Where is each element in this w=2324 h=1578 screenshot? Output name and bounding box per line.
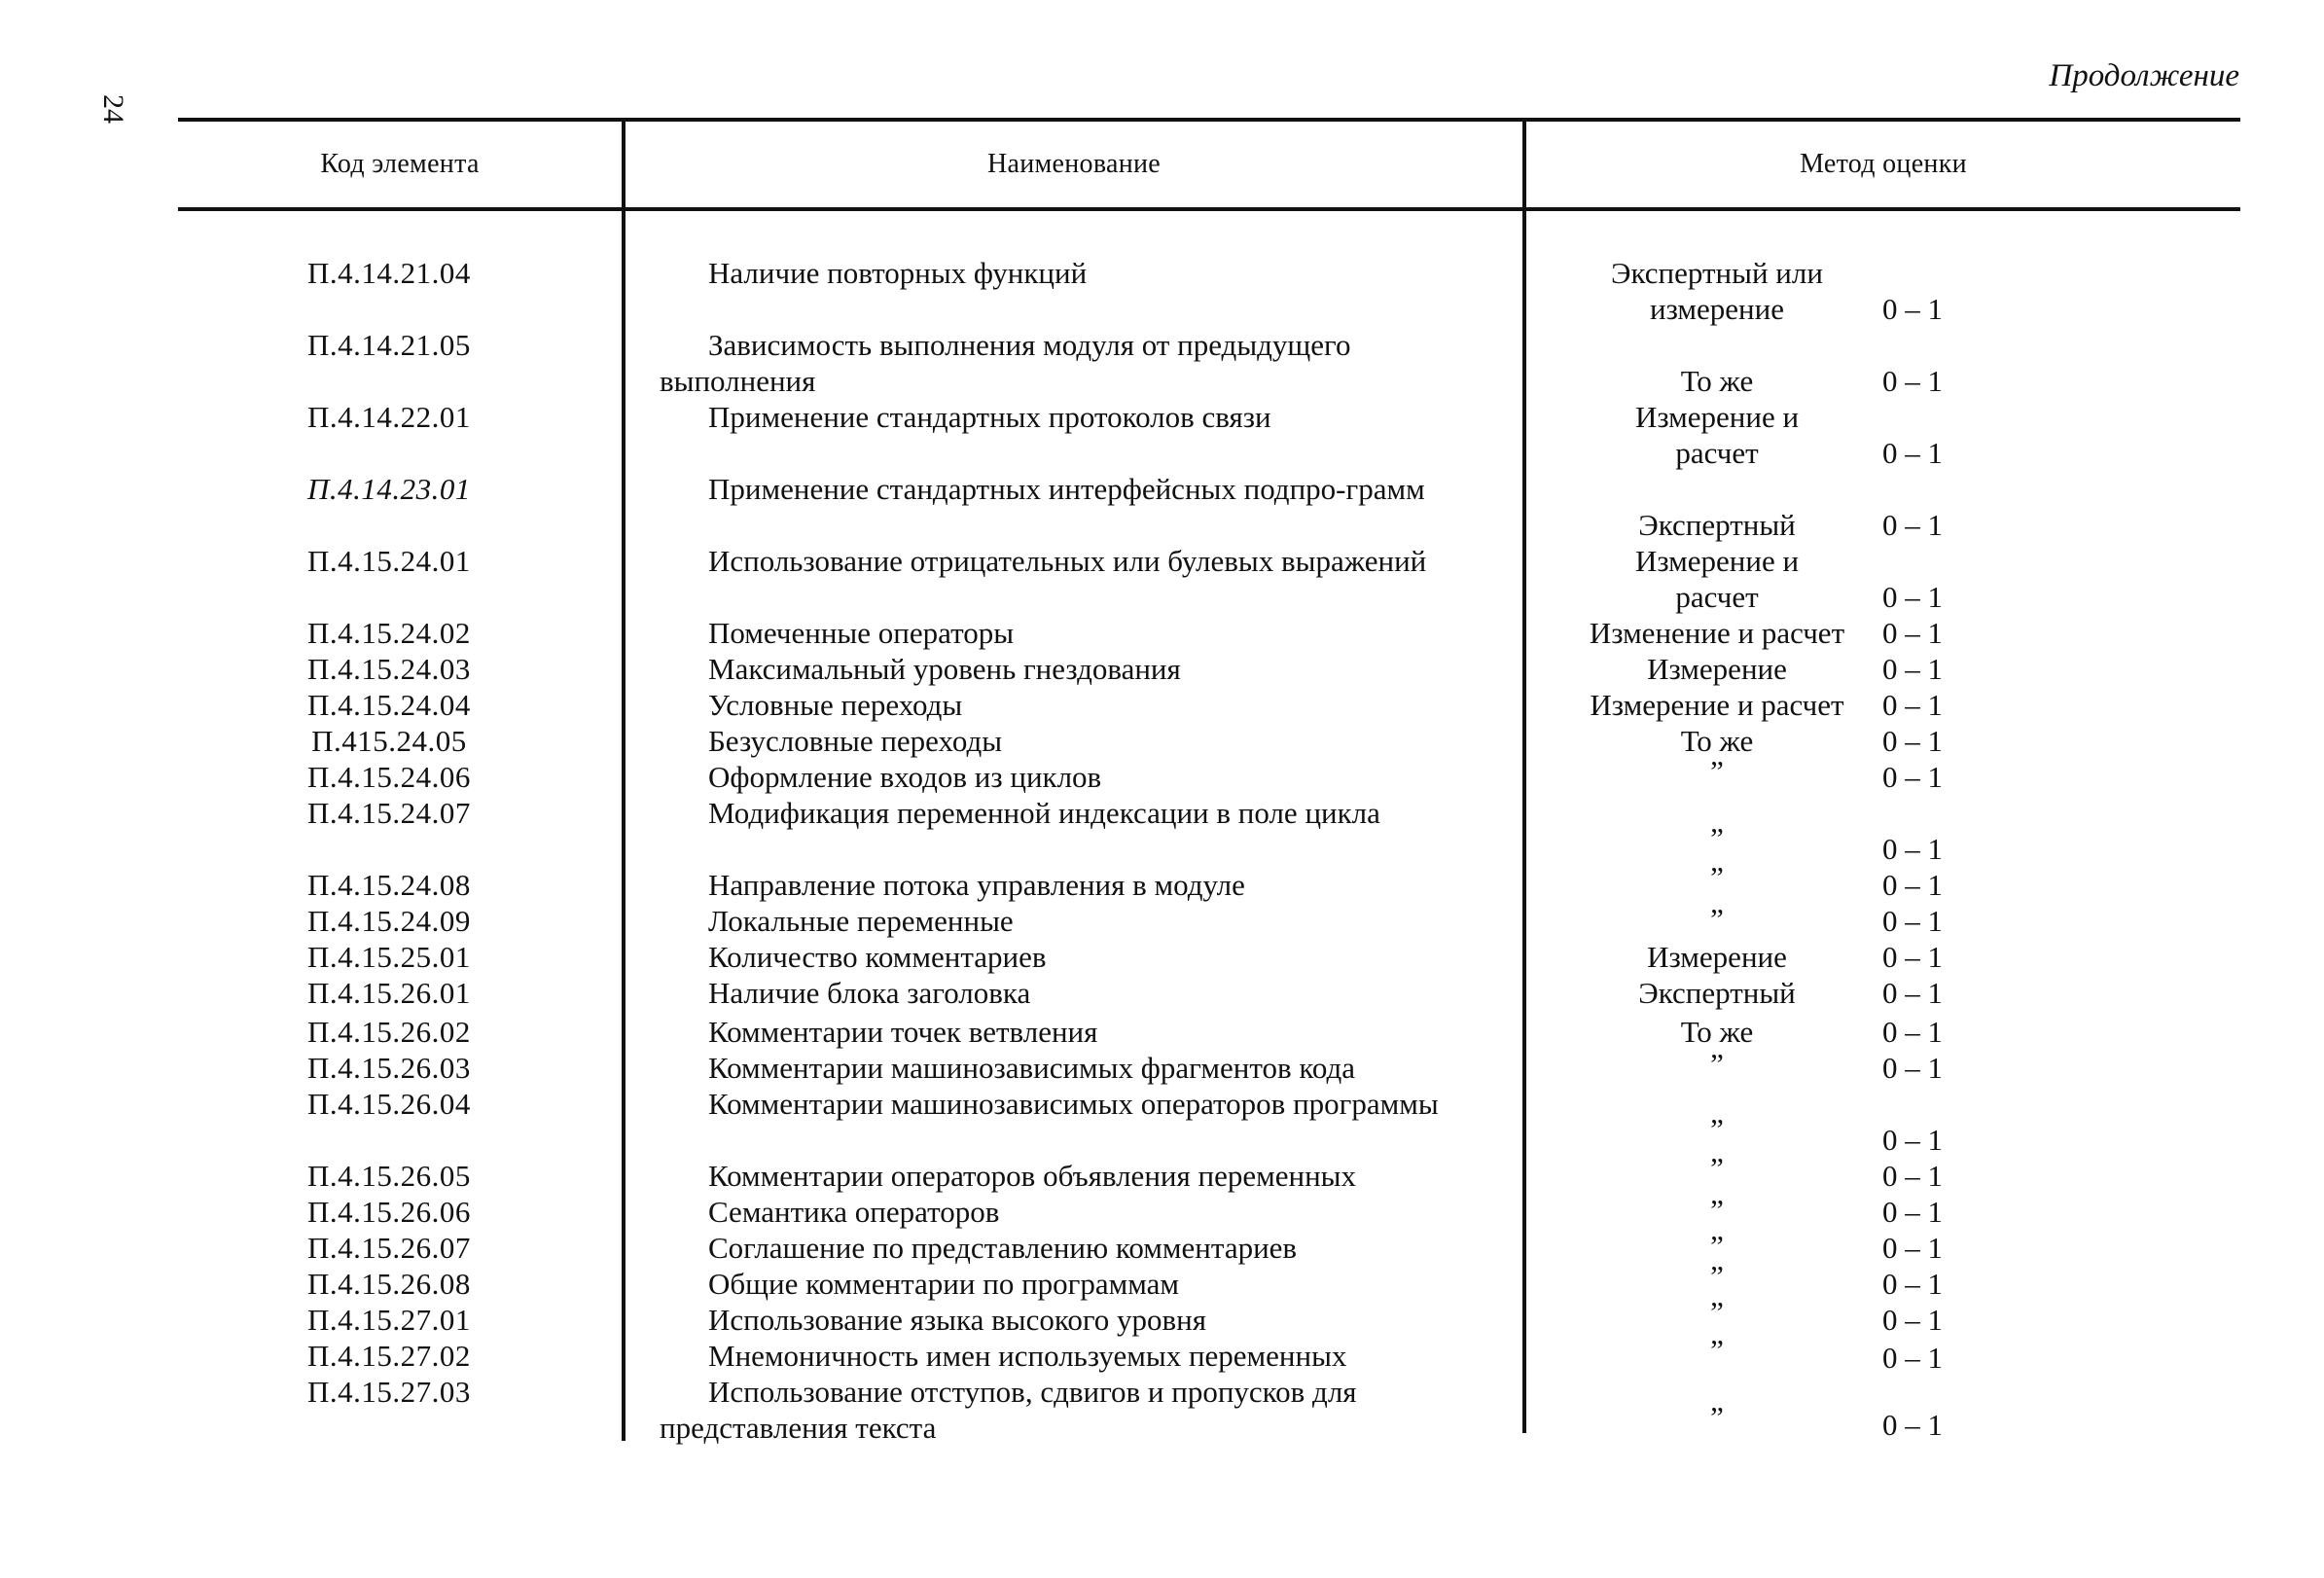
evaluation-method: Экспертный или измерение: [1611, 256, 1823, 326]
element-name: Комментарии машинозависимых фрагментов кода: [708, 1051, 1356, 1085]
element-code: П.4.15.24.04: [307, 688, 471, 722]
element-name: Максимальный уровень гнездования: [708, 652, 1181, 686]
score-range: 0 – 1: [1882, 940, 1943, 974]
score-range: 0 – 1: [1882, 868, 1943, 902]
element-name: Зависимость выполнения модуля от предыдущего выполнения: [660, 328, 1351, 398]
element-code: П.415.24.05: [311, 724, 467, 758]
header-code: Код элемента: [320, 149, 480, 179]
element-name: Наличие повторных функций: [708, 256, 1088, 290]
element-name: Использование отступов, сдвигов и пропусков для представления текста: [660, 1375, 1357, 1445]
element-code: П.4.15.24.02: [307, 616, 471, 650]
element-name: Модификация переменной индексации в поле цикла: [708, 796, 1380, 830]
element-name: Семантика операторов: [708, 1195, 1000, 1229]
element-name: Использование языка высокого уровня: [708, 1303, 1206, 1337]
column-divider-1: [622, 118, 626, 1441]
score-range: 0 – 1: [1882, 1303, 1943, 1337]
column-divider-2: [1522, 118, 1526, 1433]
element-code: П.4.15.27.03: [307, 1375, 471, 1409]
evaluation-method: То же: [1680, 1015, 1754, 1049]
ditto-mark: ”: [1710, 1229, 1724, 1263]
element-name: Комментарии машинозависимых операторов программы: [708, 1087, 1439, 1121]
score-range: 0 – 1: [1882, 688, 1943, 722]
ditto-mark: ”: [1710, 1259, 1724, 1293]
score-range: 0 – 1: [1882, 1159, 1943, 1193]
element-code: П.4.15.24.07: [307, 796, 471, 830]
evaluation-method: Измерение: [1647, 652, 1787, 686]
element-name: Наличие блока заголовка: [708, 976, 1031, 1010]
evaluation-method: То же: [1680, 724, 1754, 758]
ditto-mark: ”: [1710, 1295, 1724, 1329]
element-name: Количество комментариев: [708, 940, 1047, 974]
score-range: 0 – 1: [1882, 976, 1943, 1010]
element-name: Безусловные переходы: [708, 724, 1003, 758]
element-code: П.4.15.26.06: [307, 1195, 471, 1229]
score-range: 0 – 1: [1882, 508, 1943, 542]
score-range: 0 – 1: [1882, 652, 1943, 686]
element-name: Комментарии операторов объявления переменных: [708, 1159, 1357, 1193]
element-code: П.4.14.21.04: [307, 256, 471, 290]
header-method: Метод оценки: [1800, 149, 1967, 179]
score-range: 0 – 1: [1882, 1267, 1943, 1301]
element-code: П.4.15.24.01: [307, 544, 471, 578]
score-range: 0 – 1: [1882, 364, 1943, 398]
score-range: 0 – 1: [1882, 1408, 1943, 1442]
continuation-label: Продолжение: [2049, 58, 2239, 93]
element-name: Локальные переменные: [708, 904, 1014, 938]
evaluation-method: Измерение и расчет: [1590, 688, 1844, 722]
element-code: П.4.15.24.09: [307, 904, 471, 938]
element-code: П.4.14.21.05: [307, 328, 471, 362]
element-code: П.4.14.23.01: [307, 472, 471, 506]
evaluation-method: То же: [1680, 364, 1754, 398]
score-range: 0 – 1: [1882, 1341, 1943, 1375]
element-code: П.4.15.26.07: [307, 1231, 471, 1265]
element-code: П.4.15.26.01: [307, 976, 471, 1010]
element-code: П.4.15.24.03: [307, 652, 471, 686]
score-range: 0 – 1: [1882, 1051, 1943, 1085]
ditto-mark: ”: [1710, 1112, 1724, 1146]
evaluation-method: Экспертный: [1638, 976, 1796, 1010]
element-code: П.4.15.26.04: [307, 1087, 471, 1121]
element-name: Соглашение по представлению комментариев: [708, 1231, 1298, 1265]
element-code: П.4.15.24.08: [307, 868, 471, 902]
evaluation-method: Экспертный: [1638, 508, 1796, 542]
page-number: 24: [97, 94, 129, 124]
element-name: Помеченные операторы: [708, 616, 1015, 650]
score-range: 0 – 1: [1882, 1231, 1943, 1265]
evaluation-method: Изменение и расчет: [1589, 616, 1845, 650]
ditto-mark: ”: [1710, 1047, 1724, 1081]
element-code: П.4.15.27.02: [307, 1339, 471, 1373]
element-code: П.4.15.26.02: [307, 1015, 471, 1049]
ditto-mark: ”: [1710, 1151, 1724, 1185]
table-header-rule: [178, 207, 2240, 211]
score-range: 0 – 1: [1882, 1015, 1943, 1049]
element-name: Применение стандартных протоколов связи: [708, 400, 1271, 434]
element-code: П.4.15.26.03: [307, 1051, 471, 1085]
ditto-mark: ”: [1710, 1193, 1724, 1227]
ditto-mark: ”: [1710, 821, 1724, 855]
score-range: 0 – 1: [1882, 904, 1943, 938]
score-range: 0 – 1: [1882, 760, 1943, 794]
score-range: 0 – 1: [1882, 292, 1943, 326]
score-range: 0 – 1: [1882, 616, 1943, 650]
ditto-mark: ”: [1710, 860, 1724, 894]
ditto-mark: ”: [1710, 902, 1724, 936]
ditto-mark: ”: [1710, 1333, 1724, 1367]
score-range: 0 – 1: [1882, 580, 1943, 614]
score-range: 0 – 1: [1882, 1195, 1943, 1229]
element-name: Направление потока управления в модуле: [708, 868, 1245, 902]
element-name: Условные переходы: [708, 688, 963, 722]
element-code: П.4.15.24.06: [307, 760, 471, 794]
score-range: 0 – 1: [1882, 832, 1943, 866]
element-code: П.4.15.27.01: [307, 1303, 471, 1337]
element-name: Комментарии точек ветвления: [708, 1015, 1098, 1049]
element-name: Оформление входов из циклов: [708, 760, 1102, 794]
evaluation-method: Измерение и расчет: [1634, 544, 1800, 614]
element-name: Мнемоничность имен используемых переменных: [708, 1339, 1347, 1373]
element-code: П.4.15.25.01: [307, 940, 471, 974]
element-name: Применение стандартных интерфейсных подпро-грамм: [708, 472, 1425, 506]
element-code: П.4.15.26.05: [307, 1159, 471, 1193]
evaluation-method: Измерение и расчет: [1634, 400, 1800, 470]
ditto-mark: ”: [1710, 1400, 1724, 1434]
element-name: Общие комментарии по программам: [708, 1267, 1180, 1301]
ditto-mark: ”: [1710, 754, 1724, 788]
score-range: 0 – 1: [1882, 1123, 1943, 1157]
header-name: Наименование: [986, 149, 1162, 179]
score-range: 0 – 1: [1882, 436, 1943, 470]
element-code: П.4.14.22.01: [307, 400, 471, 434]
element-name: Использование отрицательных или булевых выражений: [708, 544, 1427, 578]
element-code: П.4.15.26.08: [307, 1267, 471, 1301]
evaluation-method: Измерение: [1647, 940, 1787, 974]
score-range: 0 – 1: [1882, 724, 1943, 758]
